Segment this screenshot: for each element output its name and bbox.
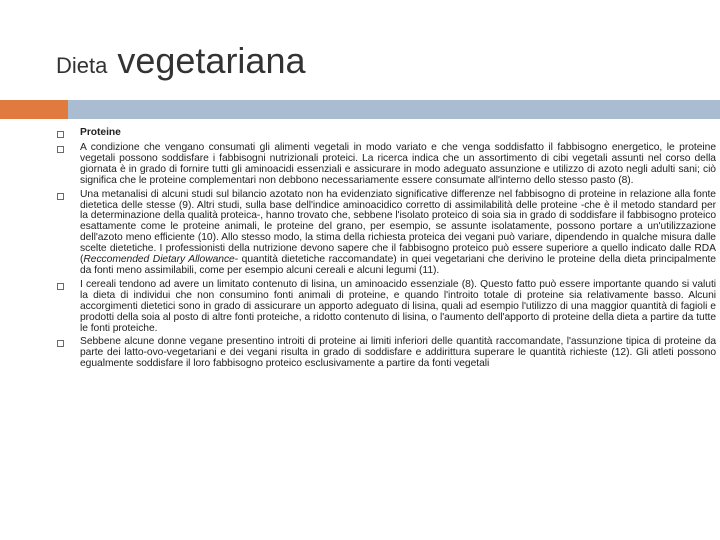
square-bullet-icon	[56, 280, 80, 293]
slide-title	[56, 40, 306, 82]
list-item	[56, 280, 716, 335]
list-item	[56, 190, 716, 277]
list-item	[56, 128, 716, 141]
accent-bar-orange	[0, 100, 68, 119]
bullet-list	[56, 128, 716, 372]
paragraph-text: A condizione che vengano consumati gli alimenti vegetali in modo variato e che venga soddisfatto il fabbisogno energetico, le proteine vegetali possono soddisfare i fabbisogni nutrizionali proteici. La ricerca indica che un assortimento di cibi vegetali assunti nel corso della giornata è in grado di fornire tutti gli aminoacidi essenziali e assicurare in modo adeguato assunzione e utilizzo di azoto negli adulti sani; ciò significa che le proteine complementari non debbono necessariamente essere consumate all'interno dello stesso pasto (8).	[80, 142, 716, 186]
title-word-vegetariana: vegetariana	[117, 40, 306, 81]
list-item	[56, 337, 716, 370]
title-word-dieta: Dieta	[56, 53, 108, 78]
paragraph-text-part-b: - quantità dietetiche raccomandate) in quei vegetariani che derivino le proteine della dieta principalmente da fonti meno assimilabili, come per esempio alcuni cereali e alcuni legumi (11).	[80, 254, 716, 276]
square-bullet-icon	[56, 128, 80, 141]
square-bullet-icon	[56, 337, 80, 350]
square-bullet-icon	[56, 190, 80, 203]
paragraph-text: I cereali tendono ad avere un limitato contenuto di lisina, un aminoacido essenziale (8). Questo fatto può essere importante quando si valuti la dieta di individui che non consumino fonti animali di proteine, e quando l'introito totale di proteine sia relativamente basso. Alcuni accorgimenti dietetici sono in grado di assicurare un apporto adeguato di lisina, quali ad esempio l'utilizzo di una maggior quantità di fagioli e prodotti della soia al posto di altre fonti proteiche, a ridotto contenuto di lisina, o l'aumento dell'apporto di proteine della dieta a partire da tutte le fonti proteiche.	[80, 278, 716, 334]
paragraph-text: Sebbene alcune donne vegane presentino introiti di proteine ai limiti inferiori delle quantità raccomandate, l'assunzione tipica di proteine da parte dei latto-ovo-vegetariani e dei vegani risulta in grado di soddisfare e addirittura superare le quantità richieste (12). Gli atleti possono egualmente soddisfare il loro fabbisogno proteico esclusivamente a partire da fonti vegetali	[80, 336, 716, 370]
paragraph-text	[80, 190, 716, 277]
paragraph-text-part-a: Una metanalisi di alcuni studi sul bilancio azotato non ha evidenziato significative differenze nel fabbisogno di proteine in relazione alla fonte dietetica delle stesse (9). Altri studi, sulla base dell'indice aminoacidico corretto di assimilabilità delle proteine -che è il metodo standard per la determinazione della qualità proteica-, hanno trovato che, sebbene l'isolato proteico di soia sia in grado di soddisfare il fabbisogno proteico esattamente come le proteine animali, le proteine del grano, per esempio, se assunte isolatamente, possono portare a un'utilizzazione dell'azoto meno efficiente (10). Allo stesso modo, la stima della richiesta proteica dei vegani può variare, dipendendo in qualche misura dalle scelte dietetiche. I professionisti della nutrizione devono sapere che il fabbisogno proteico può essere superiore a quello indicato dalle RDA (	[80, 188, 716, 266]
list-item	[56, 143, 716, 187]
paragraph-text-italic: Reccomended Dietary Allowance	[83, 254, 235, 266]
accent-bar-blue	[68, 100, 720, 119]
square-bullet-icon	[56, 143, 80, 156]
section-heading: Proteine	[80, 127, 121, 138]
